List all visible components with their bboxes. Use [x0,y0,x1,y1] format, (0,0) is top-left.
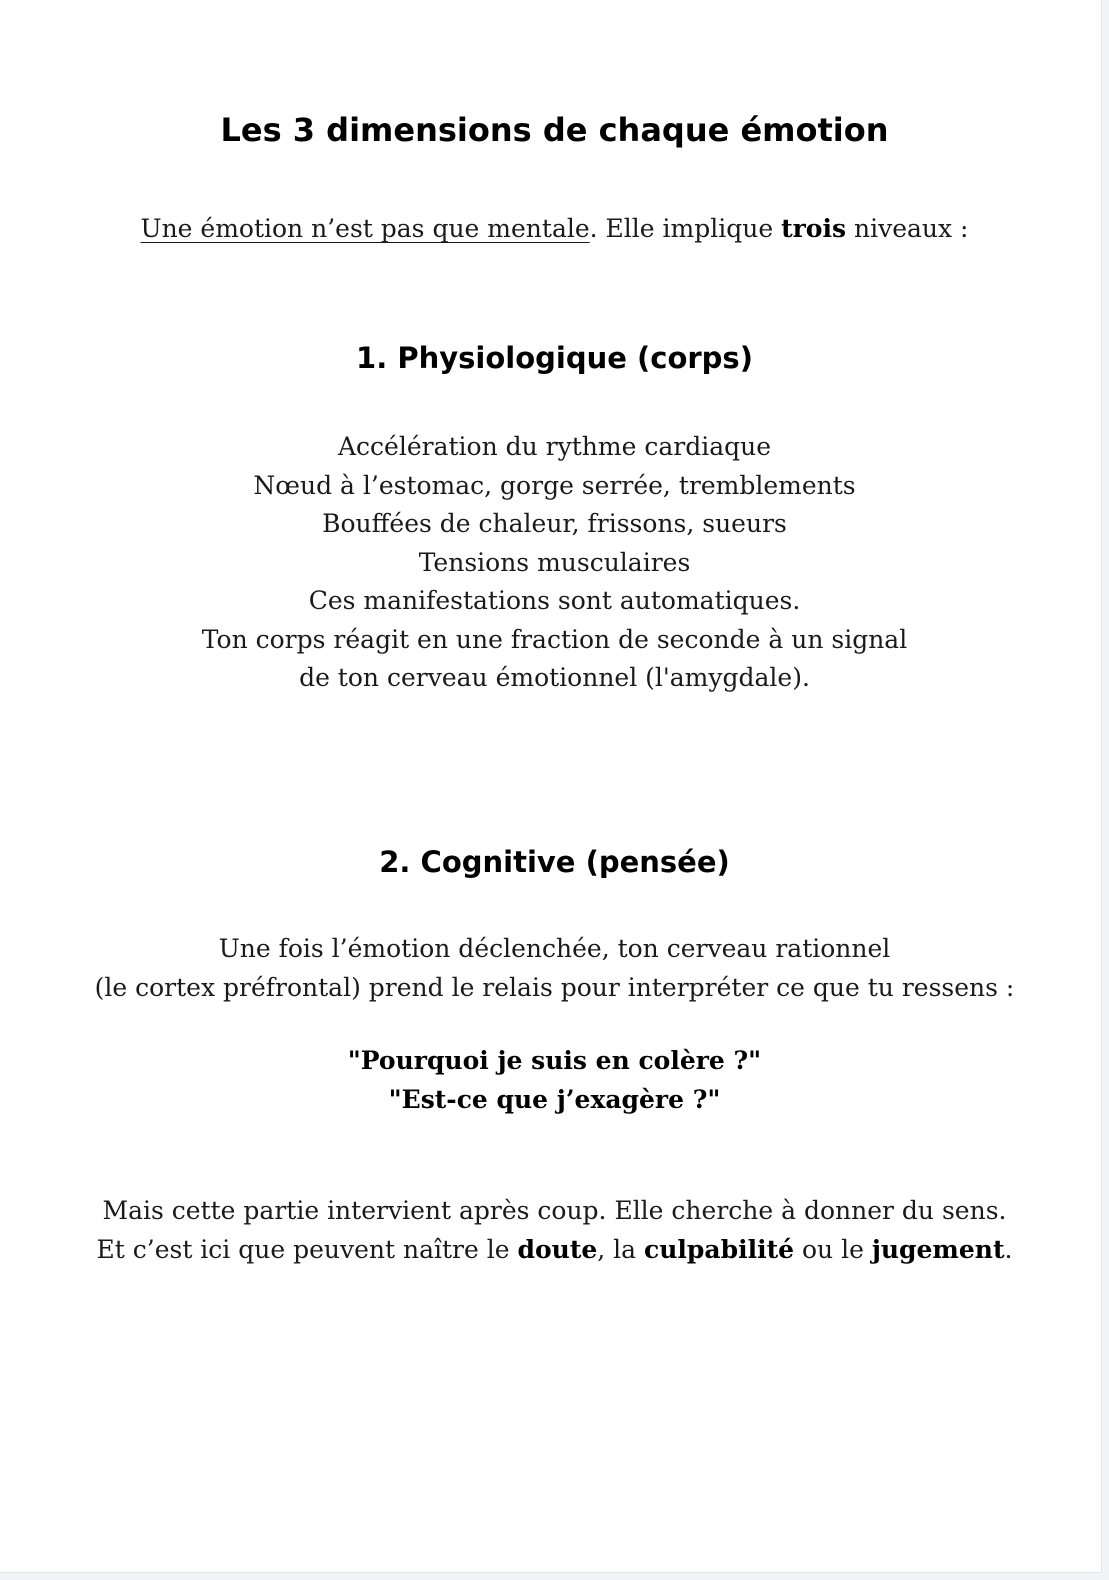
intro-text-end: niveaux : [846,214,969,243]
section2-line: (le cortex préfrontal) prend le relais pour interpréter ce que tu ressens : [94,972,1015,1002]
section1-line: Tensions musculaires [418,547,691,577]
intro-bold-text: trois [781,214,847,243]
closing-text: ou le [794,1234,872,1264]
section2-quotes [0,1042,1109,1119]
section1-line: Ces manifestations sont automatiques. [308,586,801,615]
section1-line: de ton cerveau émotionnel (l'amygdale). [299,663,810,692]
closing-bold-doute: doute [517,1234,598,1264]
intro-underlined-text: Une émotion n’est pas que mentale [140,214,590,243]
page-title: Les 3 dimensions de chaque émotion [220,111,889,149]
closing-line-2 [0,1231,1109,1270]
intro-text: . Elle implique [589,214,782,243]
section1-line: Bouffées de chaleur, frissons, sueurs [322,509,787,538]
closing-text: , la [597,1234,645,1264]
section1-body [0,428,1109,698]
section1-heading: 1. Physiologique (corps) [356,341,753,375]
quote-line: "Est-ce que j’exagère ?" [388,1084,721,1114]
section2-heading: 2. Cognitive (pensée) [379,845,730,879]
section1-line: Ton corps réagit en une fraction de seconde à un signal [201,624,908,654]
closing-text: Et c’est ici que peuvent naître le [96,1234,518,1264]
section1-line: Nœud à l’estomac, gorge serrée, tremblements [253,470,856,500]
closing-bold-culpabilite: culpabilité [644,1234,795,1264]
section1-line: Accélération du rythme cardiaque [337,432,772,461]
closing-text: . [1004,1234,1013,1264]
intro-paragraph [0,210,1109,249]
section2-line: Une fois l’émotion déclenchée, ton cerveau rationnel [218,934,891,963]
closing-bold-jugement: jugement [871,1234,1005,1264]
section2-intro [0,930,1109,1007]
section2-closing [0,1192,1109,1269]
quote-line: "Pourquoi je suis en colère ?" [347,1046,762,1075]
closing-line-1: Mais cette partie intervient après coup. Elle cherche à donner du sens. [102,1196,1007,1225]
